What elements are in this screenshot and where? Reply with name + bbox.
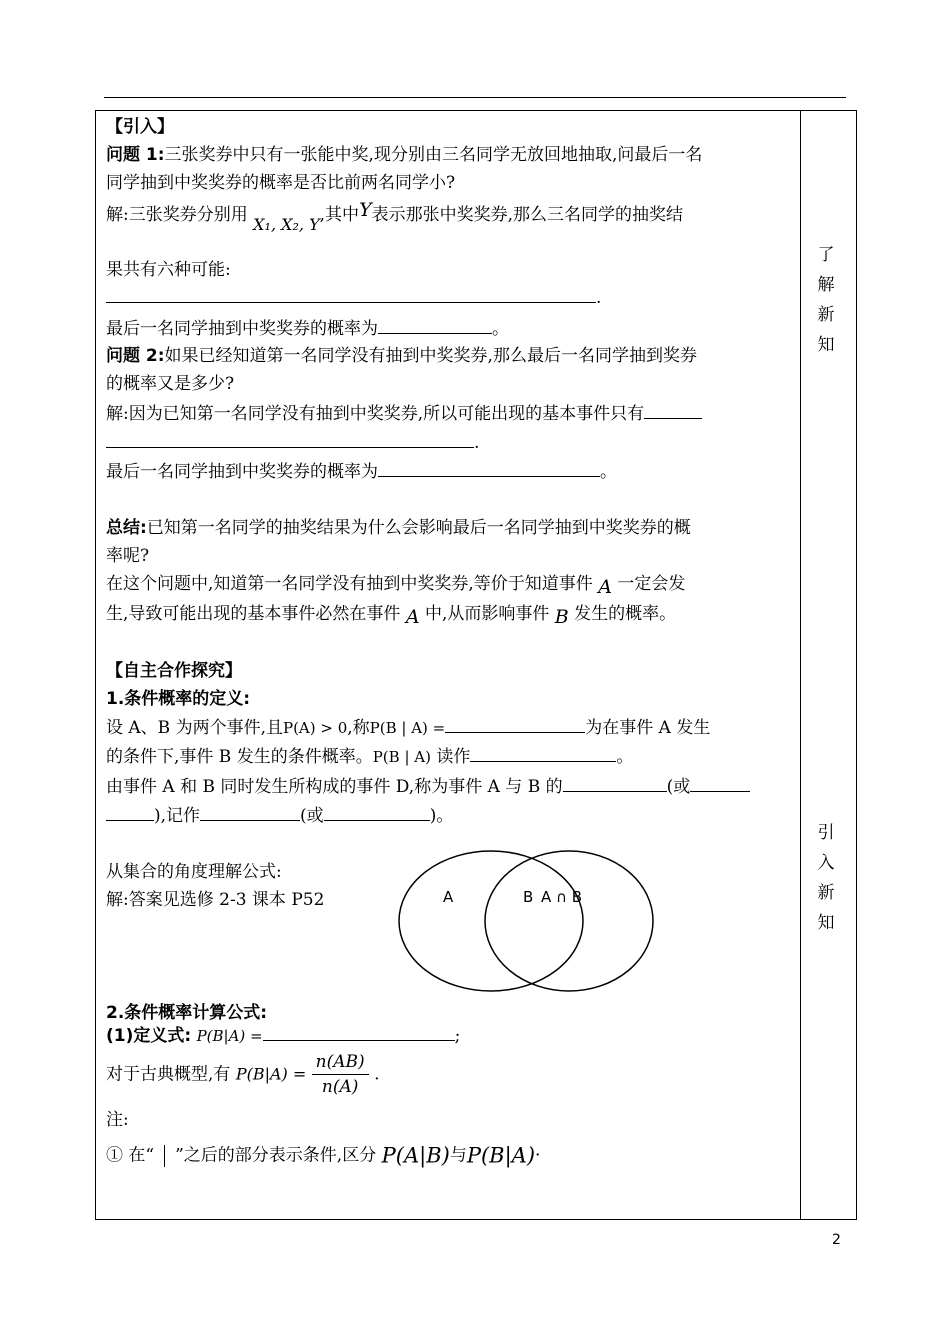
note-1-line — [106, 1144, 540, 1167]
sidebar-char: 知 — [817, 913, 835, 933]
venn-label-a: A — [443, 888, 454, 906]
probability-1-line — [106, 317, 509, 340]
set-perspective-text: 从集合的角度理解公式: — [106, 862, 282, 882]
blank-field — [106, 431, 474, 448]
blank-field — [378, 460, 600, 477]
blank-field — [470, 745, 616, 762]
question-1-text: 三张奖券中只有一张能中奖,现分别由三名同学无放回地抽取,问最后一名 — [164, 145, 703, 165]
period: · — [535, 1145, 541, 1166]
sidebar-char: 新 — [817, 305, 835, 325]
question-1-line-2: 同学抽到中奖奖券的概率是否比前两名同学小? — [106, 173, 456, 193]
definition-text: ,称 — [347, 718, 370, 738]
solution-1-line-2: 果共有六种可能: — [106, 260, 231, 280]
blank-field — [644, 402, 702, 419]
explanation-text: 在这个问题中,知道第一名同学没有抽到中奖奖券,等价于知道事件 — [106, 574, 593, 594]
definition-text: 设 A、B 为两个事件,且 — [106, 718, 283, 738]
probability-2-text: 最后一名同学抽到中奖奖券的概率为 — [106, 462, 378, 482]
page-number: 2 — [832, 1232, 841, 1248]
explanation-line-1 — [106, 572, 686, 598]
blank-field — [106, 804, 154, 821]
note-text: 与 — [449, 1145, 467, 1166]
summary-line-1 — [106, 517, 691, 539]
period: . — [474, 433, 480, 453]
blank-field — [502, 286, 596, 303]
sidebar-label-learn-new — [806, 240, 846, 360]
question-2-line-1 — [106, 345, 697, 367]
probability-2-line — [106, 460, 617, 483]
blank-field — [318, 286, 488, 303]
variable-y: Y — [359, 199, 372, 221]
blank-field — [488, 286, 502, 303]
question-1-label: 问题 1: — [106, 145, 165, 165]
blank-field — [378, 317, 492, 334]
note-label: 注: — [106, 1110, 129, 1130]
formula-label: (1)定义式: — [106, 1026, 192, 1046]
note-text: ① 在“ — [106, 1145, 155, 1166]
probability-1-text: 最后一名同学抽到中奖奖券的概率为 — [106, 319, 378, 339]
venn-circle-a — [399, 851, 583, 991]
explanation-text: 中,从而影响事件 — [424, 604, 550, 624]
solution-1-text: 解:三张奖券分别用 — [106, 205, 248, 225]
blank-field — [445, 716, 585, 733]
question-2-text: 如果已经知道第一名同学没有抽到中奖奖券,那么最后一名同学抽到奖券 — [164, 346, 697, 366]
question-1-line-1 — [106, 144, 702, 166]
explanation-line-2 — [106, 602, 677, 628]
definition-line-1 — [106, 716, 710, 739]
event-b: B — [554, 606, 569, 628]
definition-line-2 — [106, 745, 633, 768]
sidebar-char: 引 — [817, 823, 835, 843]
blank-field — [200, 804, 300, 821]
period: 。 — [616, 747, 634, 767]
note-text: ”之后的部分表示条件,区分 — [175, 1145, 377, 1166]
blank-field — [106, 286, 318, 303]
sidebar-char: 新 — [817, 883, 835, 903]
venn-circle-b — [485, 851, 653, 991]
joint-event-text: )。 — [429, 806, 454, 826]
definition-text: 读作 — [436, 747, 471, 767]
fraction-denominator: n(A) — [321, 1077, 359, 1097]
blank-field — [263, 1024, 455, 1041]
summary-label: 总结: — [106, 518, 147, 538]
event-a: A — [598, 576, 612, 598]
intro-heading: 【引入】 — [106, 117, 174, 137]
joint-event-text: (或 — [300, 806, 324, 826]
classical-formula-line — [106, 1050, 379, 1099]
blank-field — [690, 775, 750, 792]
venn-label-intersection: A ∩ B — [541, 888, 583, 906]
variables-x1-x2-y: X₁, X₂, Y — [253, 215, 320, 234]
expression-p-b-given-a: P(B|A) — [466, 1143, 536, 1168]
solution-2-line — [106, 402, 702, 425]
sidebar-char: 了 — [817, 245, 835, 265]
period: 。 — [492, 319, 509, 339]
event-a: A — [405, 606, 420, 628]
sidebar-char: 解 — [817, 275, 835, 295]
sidebar-char: 入 — [817, 853, 835, 873]
solution-1-text: ,其中 — [319, 205, 360, 225]
expression-p-b-given-a: P(B | A) = — [369, 719, 446, 737]
classical-fraction — [312, 1050, 369, 1099]
section-2-title: 2.条件概率计算公式: — [106, 1003, 268, 1023]
venn-label-b: B — [523, 888, 534, 906]
solution-1-text: 表示那张中奖奖券,那么三名同学的抽奖结 — [371, 205, 684, 225]
outcomes-blank-line — [106, 286, 601, 309]
summary-text: 已知第一名同学的抽奖结果为什么会影响最后一名同学抽到中奖奖券的概 — [146, 518, 691, 538]
classical-lhs: P(B|A) = — [235, 1064, 307, 1084]
joint-event-text: (或 — [666, 777, 691, 797]
explanation-text: 一定会发 — [617, 574, 686, 594]
expression-p-a-given-b: P(A|B) — [381, 1143, 450, 1168]
solution-1-line-1 — [106, 199, 684, 234]
explanation-text: 发生的概率。 — [574, 604, 677, 624]
joint-event-text: ),记作 — [154, 806, 201, 826]
section-1-title: 1.条件概率的定义: — [106, 689, 251, 709]
sidebar-char: 知 — [817, 335, 835, 355]
sidebar-label-introduce-new — [806, 818, 846, 938]
classical-text: 对于古典概型,有 — [106, 1064, 231, 1085]
header-rule — [104, 97, 846, 98]
vertical-bar-symbol — [164, 1145, 165, 1167]
joint-event-text: 由事件 A 和 B 同时发生所构成的事件 D,称为事件 A 与 B 的 — [106, 777, 563, 797]
joint-event-line-2 — [106, 804, 453, 827]
solution-2-text: 解:因为已知第一名同学没有抽到中奖奖券,所以可能出现的基本事件只有 — [106, 404, 645, 424]
period: 。 — [600, 462, 617, 482]
formula-lhs: P(B|A) = — [196, 1027, 263, 1045]
fraction-numerator: n(AB) — [312, 1050, 369, 1075]
period: . — [374, 1064, 380, 1085]
expression-p-b-given-a: P(B | A) — [372, 748, 431, 766]
column-divider — [800, 110, 801, 1220]
joint-event-line-1 — [106, 775, 750, 798]
summary-line-2: 率呢? — [106, 546, 150, 566]
period: . — [596, 288, 602, 308]
definition-text: 的条件下,事件 B 发生的条件概率。 — [106, 747, 373, 767]
formula-definition-line — [106, 1024, 460, 1047]
venn-diagram — [395, 846, 665, 996]
definition-text: 为在事件 A 发生 — [585, 718, 711, 738]
question-2-label: 问题 2: — [106, 346, 165, 366]
condition-p-a-positive: P(A) > 0 — [282, 719, 348, 737]
semicolon: ; — [454, 1026, 461, 1046]
blank-field — [324, 804, 430, 821]
question-2-line-2: 的概率又是多少? — [106, 374, 235, 394]
solution-2-blank-line — [106, 431, 479, 454]
explore-heading: 【自主合作探究】 — [106, 661, 242, 681]
set-answer-text: 解:答案见选修 2-3 课本 P52 — [106, 890, 325, 910]
explanation-text: 生,导致可能出现的基本事件必然在事件 — [106, 604, 401, 624]
blank-field — [563, 775, 667, 792]
